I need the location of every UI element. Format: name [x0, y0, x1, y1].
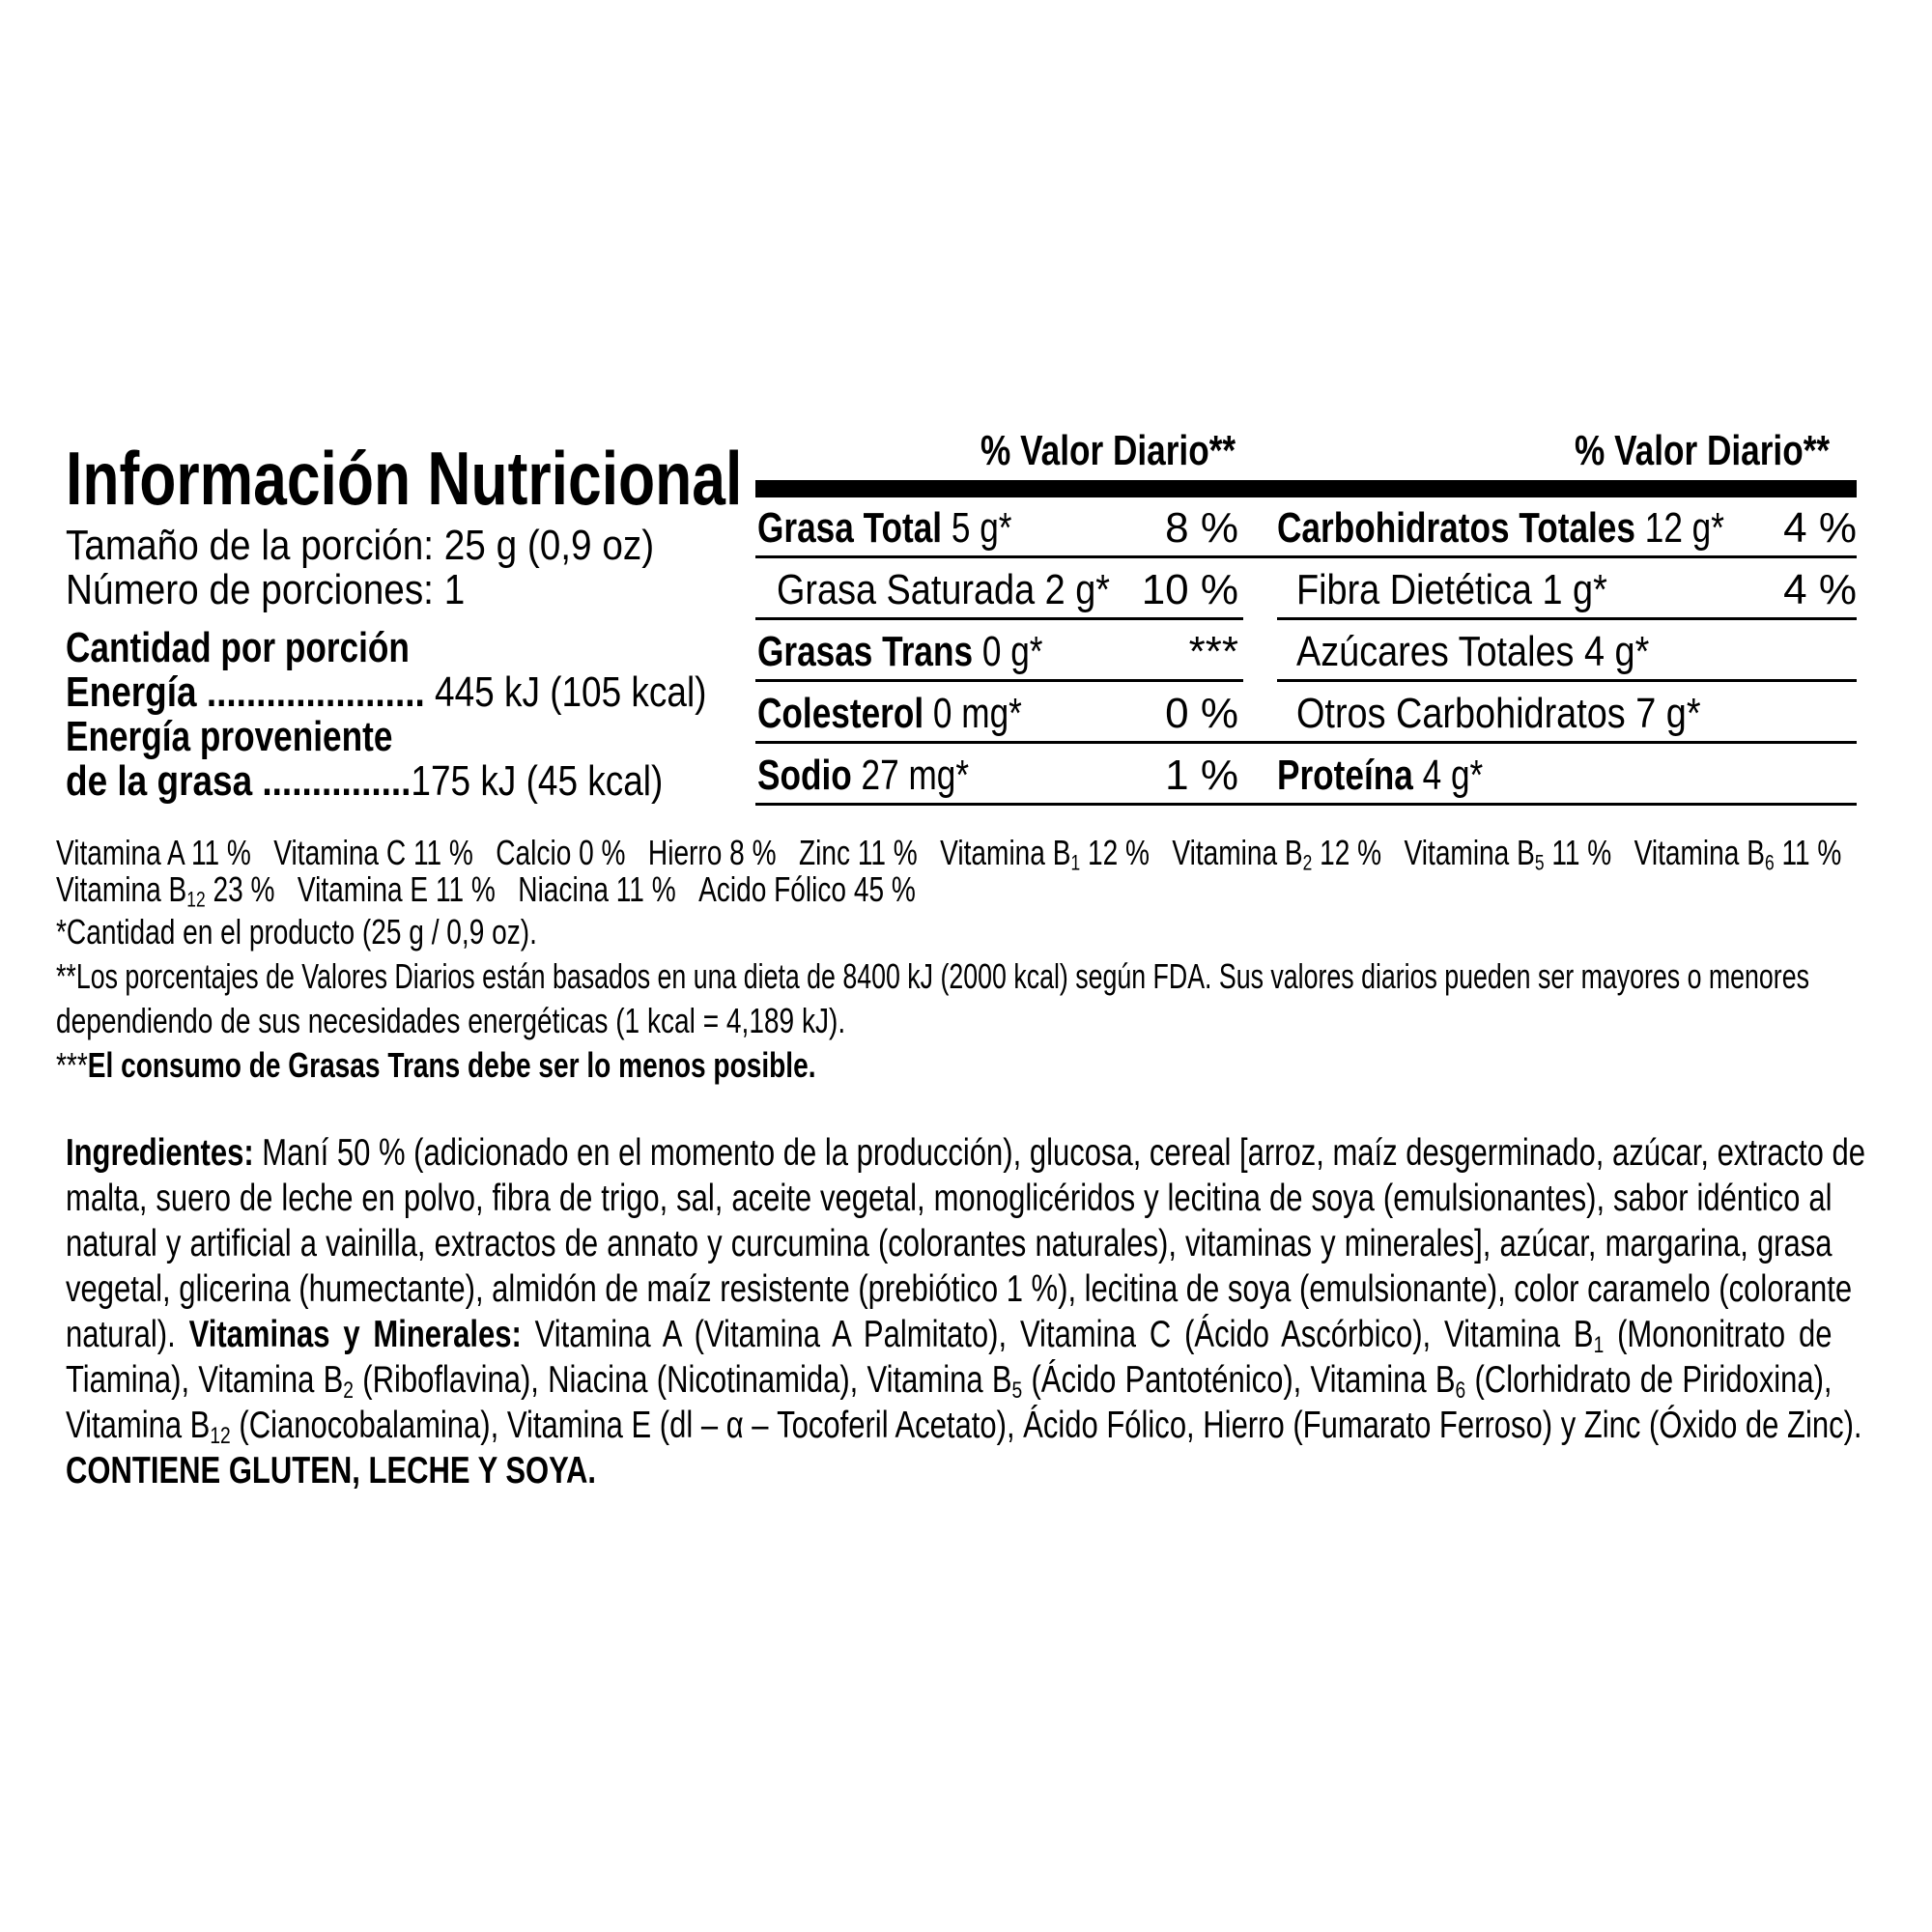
footnote-trans-text: El consumo de Grasas Trans debe ser lo menos posible.	[87, 1045, 816, 1085]
label-title: Información Nutricional	[66, 436, 743, 521]
ingredients-text: (Riboflavina), Niacina (Nicotinamida), Vitamina B	[362, 1359, 1012, 1401]
ingredients-text: Tiamina), Vitamina B	[66, 1359, 344, 1401]
nutrient-daily-value: 10 %	[1141, 566, 1238, 613]
subscript: 6	[1455, 1378, 1466, 1405]
vitamin-name: Zinc	[798, 833, 851, 872]
amount-heading: Cantidad por porción	[66, 624, 410, 671]
table-bottom-rule	[755, 803, 1857, 806]
nutrient-row	[757, 690, 1088, 738]
vitamin-value: 11 %	[1551, 833, 1612, 872]
vitamin-name: Vitamina A	[56, 833, 185, 872]
vitamin-subscript: 1	[1070, 850, 1081, 875]
vitamin-name: Hierro	[647, 833, 723, 872]
ingredients-label: Ingredientes:	[66, 1132, 254, 1174]
vitamin-name: Vitamina B	[56, 869, 187, 909]
nutrient-name: Grasa Total	[757, 504, 943, 552]
footnote-trans-prefix: ***	[56, 1045, 88, 1085]
vitamin-item	[940, 833, 1150, 875]
nutrient-amount: 4 g*	[1422, 752, 1484, 799]
serving-size: Tamaño de la porción: 25 g (0,9 oz)	[66, 522, 655, 569]
nutrient-row	[1277, 752, 1535, 800]
nutrient-amount: 0 mg*	[932, 690, 1022, 737]
vitamin-name: Calcio	[496, 833, 572, 872]
vitamin-value: 8 %	[729, 833, 777, 872]
vitamin-item	[298, 869, 496, 909]
footnote-daily-values-2: dependiendo de sus necesidades energéticas (1 kcal = 4,189 kJ).	[56, 1001, 846, 1040]
footnote-amount: *Cantidad en el producto (25 g / 0,9 oz).	[56, 912, 537, 952]
fat-energy-label-1: Energía proveniente	[66, 713, 393, 760]
vitamins-minerals-label: Vitaminas y Minerales:	[188, 1314, 522, 1355]
nutrient-amount: 0 g*	[981, 628, 1043, 675]
ingredients-text: Vitamina A (Vitamina A Palmitato), Vitamina C (Ácido Ascórbico), Vitamina B	[534, 1314, 1594, 1355]
table-rule	[755, 679, 1243, 682]
nutrient-name: Colesterol	[757, 690, 924, 737]
subscript: 2	[343, 1378, 355, 1405]
ingredients-text: natural).	[66, 1314, 176, 1355]
vitamin-name: Acido Fólico	[698, 869, 847, 909]
nutrient-name: Proteína	[1277, 752, 1413, 799]
ingredients-line	[66, 1312, 1833, 1357]
nutrient-row	[1296, 628, 1707, 676]
vitamin-subscript: 6	[1764, 850, 1775, 875]
ingredients-line	[66, 1403, 1862, 1450]
vitamin-item	[648, 833, 777, 872]
vitamin-item	[1404, 833, 1612, 875]
nutrient-row	[1296, 566, 1658, 614]
vitamin-name: Niacina	[518, 869, 609, 909]
vitamin-name: Vitamina B	[1404, 833, 1535, 872]
nutrient-daily-value: 1 %	[1165, 752, 1238, 799]
nutrient-name: Grasa Saturada	[777, 566, 1036, 613]
vitamin-item	[799, 833, 918, 872]
nutrient-daily-value: ***	[1188, 628, 1238, 675]
vitamin-name: Vitamina C	[273, 833, 407, 872]
nutrient-amount: 12 g*	[1644, 504, 1724, 552]
vitamin-subscript: 12	[186, 887, 206, 912]
vitamin-value: 11 %	[857, 833, 918, 872]
ingredients-line: natural y artificial a vainilla, extractos de annato y curcumina (colorantes naturales), vitaminas y minerales], azúcar, margarina, grasa	[66, 1223, 1833, 1264]
nutrient-amount: 1 g*	[1542, 566, 1607, 613]
vitamin-item	[1634, 833, 1842, 875]
subscript: 5	[1011, 1378, 1023, 1405]
vitamin-item	[56, 833, 251, 872]
vitamin-subscript: 5	[1534, 850, 1545, 875]
vitamin-item	[698, 869, 916, 909]
ingredients-text: (Ácido Pantoténico), Vitamina B	[1031, 1359, 1456, 1401]
vitamin-item	[496, 833, 625, 872]
nutrient-name: Otros Carbohidratos	[1296, 690, 1626, 737]
ingredients-text: (Clorhidrato de Piridoxina),	[1474, 1359, 1833, 1401]
energy-value: 445 kJ (105 kcal)	[435, 668, 707, 716]
vitamin-subscript: 2	[1302, 850, 1313, 875]
fat-energy-value: 175 kJ (45 kcal)	[411, 757, 664, 805]
vitamin-value: 11 %	[190, 833, 251, 872]
nutrient-amount: 5 g*	[951, 504, 1012, 552]
ingredients-text: Maní 50 % (adicionado en el momento de la producción), glucosa, cereal [arroz, maíz desgerminado, azúcar, extracto de	[262, 1132, 1865, 1174]
vitamin-value: 12 %	[1320, 833, 1382, 872]
vitamin-value: 11 %	[435, 869, 496, 909]
vitamin-item	[1172, 833, 1382, 875]
vitamin-item	[273, 833, 473, 872]
ingredients-text: (Mononitrato de	[1617, 1314, 1833, 1355]
nutrient-amount: 2 g*	[1044, 566, 1110, 613]
footnote-trans-fat	[56, 1045, 816, 1086]
nutrient-row	[757, 628, 1114, 676]
daily-value-header-left: % Valor Diario**	[980, 427, 1236, 474]
ingredients-line: malta, suero de leche en polvo, fibra de trigo, sal, aceite vegetal, monoglicéridos y lecitina de soya (emulsionantes), sabor idéntico al	[66, 1178, 1833, 1219]
vitamin-item	[518, 869, 675, 909]
table-rule	[1277, 617, 1857, 620]
table-rule	[755, 555, 1857, 558]
nutrient-name: Fibra Dietética	[1296, 566, 1532, 613]
nutrient-row	[1296, 690, 1767, 738]
ingredients-text: Vitamina B	[66, 1405, 211, 1446]
vitamin-item	[56, 869, 275, 912]
vitamin-name: Vitamina E	[297, 869, 429, 909]
vitamin-value: 11 %	[412, 833, 473, 872]
ingredients-line	[66, 1357, 1833, 1403]
subscript: 1	[1593, 1332, 1605, 1359]
vitamins-row-1	[56, 833, 1864, 873]
footnote-daily-values-1: **Los porcentajes de Valores Diarios están basados en una dieta de 8400 kJ (2000 kcal) según FDA. Sus valores diarios pueden ser mayores o menores	[56, 956, 1809, 996]
daily-value-header-right: % Valor Diario**	[1575, 427, 1831, 474]
nutrient-amount: 7 g*	[1635, 690, 1701, 737]
nutrient-daily-value: 8 %	[1165, 504, 1238, 552]
vitamin-value: 45 %	[853, 869, 916, 909]
nutrient-row	[757, 752, 1022, 800]
vitamin-value: 23 %	[213, 869, 275, 909]
ingredients-line	[66, 1130, 1865, 1176]
vitamin-name: Vitamina B	[940, 833, 1071, 872]
nutrient-row	[777, 566, 1164, 614]
serving-count: Número de porciones: 1	[66, 566, 466, 613]
table-rule	[755, 741, 1857, 744]
nutrient-name: Carbohidratos Totales	[1277, 504, 1635, 552]
nutrient-name: Azúcares Totales	[1296, 628, 1575, 675]
ingredients-text: (Cianocobalamina), Vitamina E (dl – α – Tocoferil Acetato), Ácido Fólico, Hierro (Fumarato Ferroso) y Zinc (Óxido de Zinc).	[239, 1405, 1862, 1446]
nutrient-row	[1277, 504, 1836, 553]
energy-row	[66, 668, 706, 717]
nutrient-amount: 27 mg*	[861, 752, 970, 799]
vitamin-value: 0 %	[579, 833, 626, 872]
fat-energy-label-2: de la grasa ...............	[66, 757, 412, 805]
nutrient-row	[757, 504, 1075, 553]
nutrient-amount: 4 g*	[1583, 628, 1650, 675]
ingredients-block	[66, 1130, 1865, 1493]
ingredients-line: vegetal, glicerina (humectante), almidón de maíz resistente (prebiótico 1 %), lecitina de soya (emulsionante), color caramelo (colorante	[66, 1268, 1853, 1310]
nutrient-daily-value: 4 %	[1783, 566, 1857, 613]
allergens-statement: CONTIENE GLUTEN, LECHE Y SOYA.	[66, 1450, 597, 1492]
table-top-rule	[755, 480, 1857, 497]
vitamin-value: 11 %	[1781, 833, 1842, 872]
energy-label: Energía ......................	[66, 668, 425, 716]
vitamin-value: 11 %	[615, 869, 676, 909]
nutrient-daily-value: 0 %	[1165, 690, 1238, 737]
vitamin-name: Vitamina B	[1172, 833, 1303, 872]
table-rule	[1277, 679, 1857, 682]
nutrient-daily-value: 4 %	[1783, 504, 1857, 552]
table-rule	[755, 617, 1243, 620]
nutrient-name: Sodio	[757, 752, 852, 799]
subscript: 12	[210, 1423, 231, 1450]
vitamin-value: 12 %	[1087, 833, 1150, 872]
fat-energy-row	[66, 757, 663, 806]
nutrient-name: Grasas Trans	[757, 628, 974, 675]
vitamin-name: Vitamina B	[1634, 833, 1765, 872]
vitamins-row-2	[56, 869, 938, 910]
